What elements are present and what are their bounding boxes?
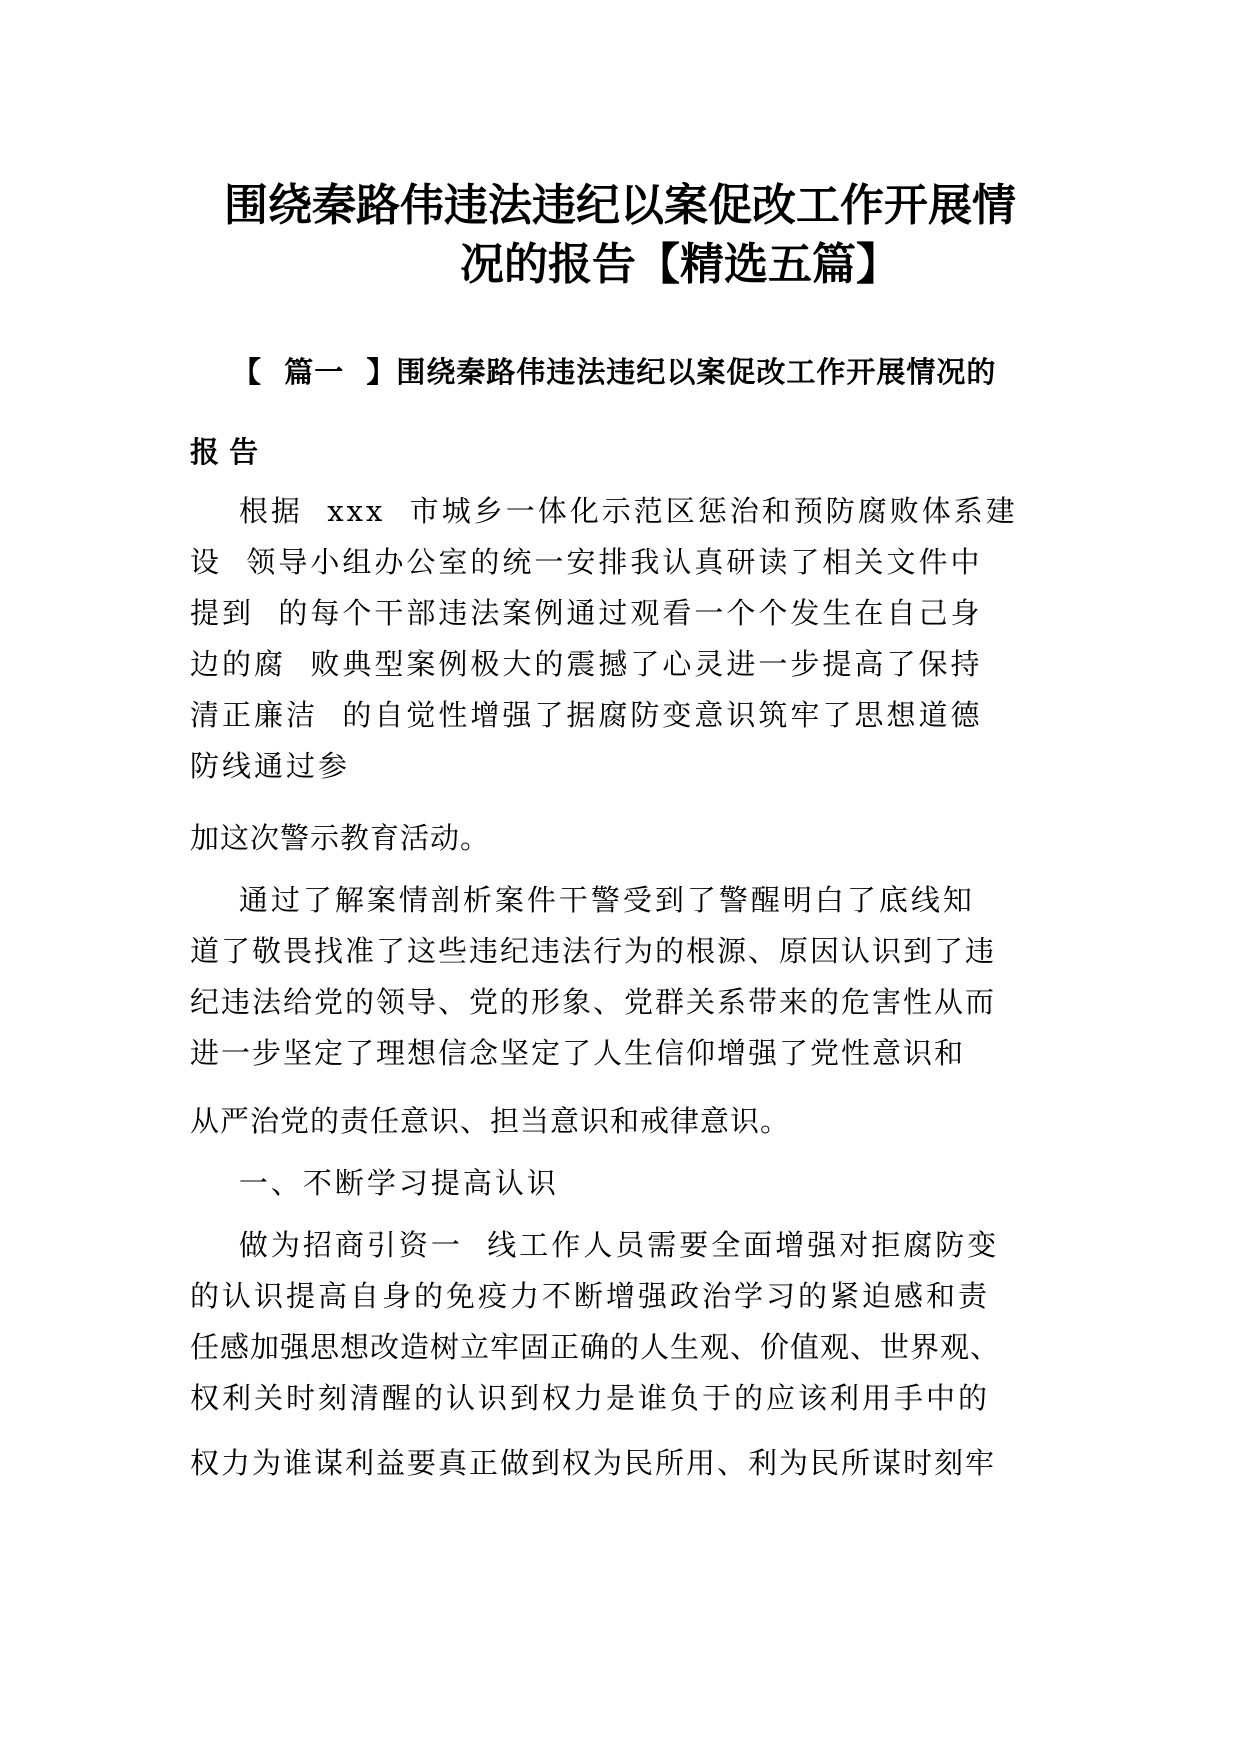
paragraph-3-line: 做为招商引资一 线工作人员需要全面增强对拒腐防变	[190, 1228, 1000, 1262]
subheading: 一、不断学习提高认识	[190, 1166, 559, 1200]
paragraph-1-end: 加这次警示教育活动。	[190, 821, 491, 855]
paragraph-2-end: 从严治党的责任意识、担当意识和戒律意识。	[190, 1104, 791, 1138]
paragraph-2-line: 通过了解案情剖析案件干警受到了警醒明白了底线知	[190, 883, 975, 917]
paragraph-2-line: 进一步坚定了理想信念坚定了人生信仰增强了党性意识和	[190, 1036, 966, 1070]
section-heading-continuation: 报 告	[190, 435, 259, 469]
paragraph-2-line: 纪违法给党的领导、党的形象、党群关系带来的危害性从而	[190, 985, 997, 1019]
paragraph-3-line: 的认识提高自身的免疫力不断增强政治学习的紧迫感和责	[190, 1279, 991, 1313]
paragraph-2-line: 道了敬畏找准了这些违纪违法行为的根源、原因认识到了违	[190, 934, 997, 968]
paragraph-3-line: 权力为谁谋利益要真正做到权为民所用、利为民所谋时刻牢	[190, 1446, 997, 1480]
document-title-line-1: 围绕秦路伟违法违纪以案促改工作开展情	[224, 180, 1016, 231]
paragraph-1-line: 根据 xxx 市城乡一体化示范区惩治和预防腐败体系建	[190, 494, 1018, 528]
paragraph-3-line: 权利关时刻清醒的认识到权力是谁负于的应该利用手中的	[190, 1381, 991, 1415]
paragraph-1-line: 防线通过参	[190, 749, 351, 783]
section-heading: 【 篇一 】围绕秦路伟违法违纪以案促改工作开展情况的	[232, 355, 997, 389]
document-title-line-2: 况的报告【精选五篇】	[460, 239, 900, 290]
paragraph-3-line: 任感加强思想改造树立牢固正确的人生观、价值观、世界观、	[190, 1330, 1001, 1364]
paragraph-1-line: 设 领导小组办公室的统一安排我认真研读了相关文件中	[190, 545, 983, 579]
paragraph-1-line: 清正廉洁 的自觉性增强了据腐防变意识筑牢了思想道德	[190, 698, 983, 732]
paragraph-1-line: 边的腐 败典型案例极大的震撼了心灵进一步提高了保持	[190, 647, 983, 681]
paragraph-1-line: 提到 的每个干部违法案例通过观看一个个发生在自己身	[190, 596, 983, 630]
